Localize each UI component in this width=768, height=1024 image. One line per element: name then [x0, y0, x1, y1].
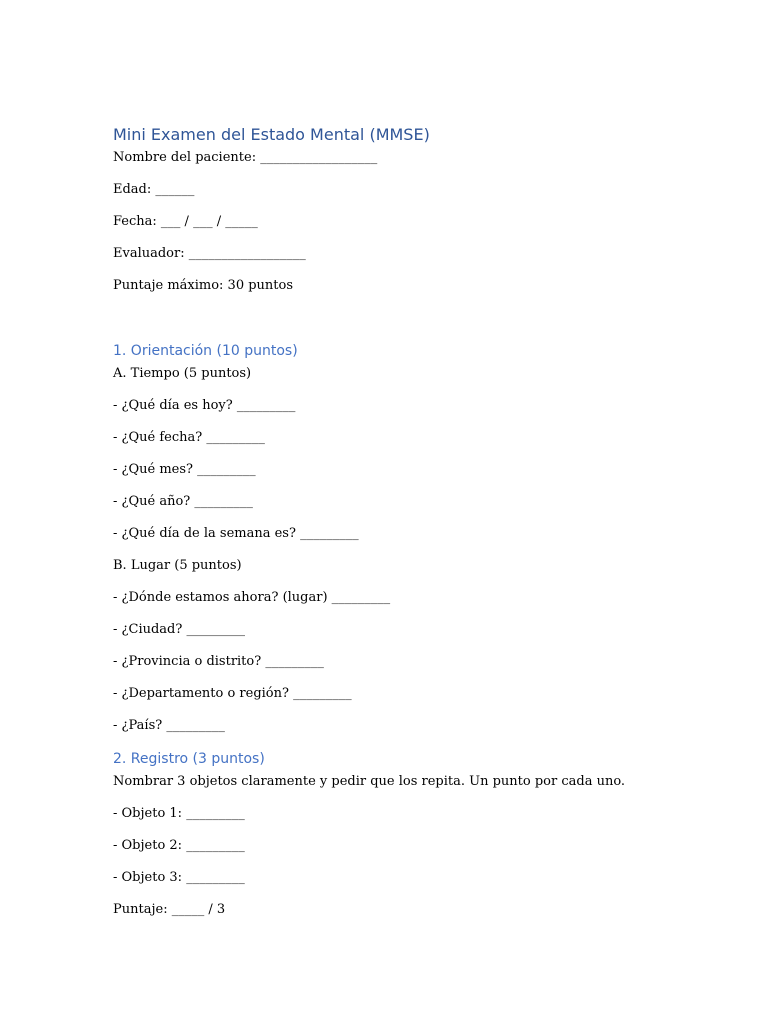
list-item: - ¿Dónde estamos ahora? (lugar) _________ [113, 590, 391, 605]
place-subheading: B. Lugar (5 puntos) [113, 558, 242, 573]
list-item: - ¿Departamento o región? _________ [113, 686, 352, 701]
document-page [113, 0, 713, 1024]
list-item: - Objeto 3: _________ [113, 870, 245, 885]
registration-instructions: Nombrar 3 objetos claramente y pedir que los repita. Un punto por cada uno. [113, 774, 626, 789]
max-score-text: Puntaje máximo: 30 puntos [113, 278, 294, 293]
list-item: - Objeto 1: _________ [113, 806, 245, 821]
list-item: - ¿Qué día de la semana es? _________ [113, 526, 359, 541]
section-registration-heading: 2. Registro (3 puntos) [113, 751, 265, 767]
list-item: - ¿País? _________ [113, 718, 225, 733]
date-field: Fecha: ___ / ___ / _____ [113, 214, 258, 229]
list-item: - Objeto 2: _________ [113, 838, 245, 853]
list-item: - ¿Qué mes? _________ [113, 462, 256, 477]
list-item: - ¿Qué día es hoy? _________ [113, 398, 296, 413]
document-title: Mini Examen del Estado Mental (MMSE) [113, 125, 430, 144]
list-item: - ¿Provincia o distrito? _________ [113, 654, 324, 669]
list-item: - ¿Qué fecha? _________ [113, 430, 265, 445]
registration-score: Puntaje: _____ / 3 [113, 902, 226, 917]
section-orientation-heading: 1. Orientación (10 puntos) [113, 343, 298, 359]
age-field: Edad: ______ [113, 182, 195, 197]
list-item: - ¿Qué año? _________ [113, 494, 253, 509]
evaluator-field: Evaluador: __________________ [113, 246, 306, 261]
patient-name-field: Nombre del paciente: __________________ [113, 150, 378, 165]
list-item: - ¿Ciudad? _________ [113, 622, 245, 637]
time-subheading: A. Tiempo (5 puntos) [113, 366, 252, 381]
